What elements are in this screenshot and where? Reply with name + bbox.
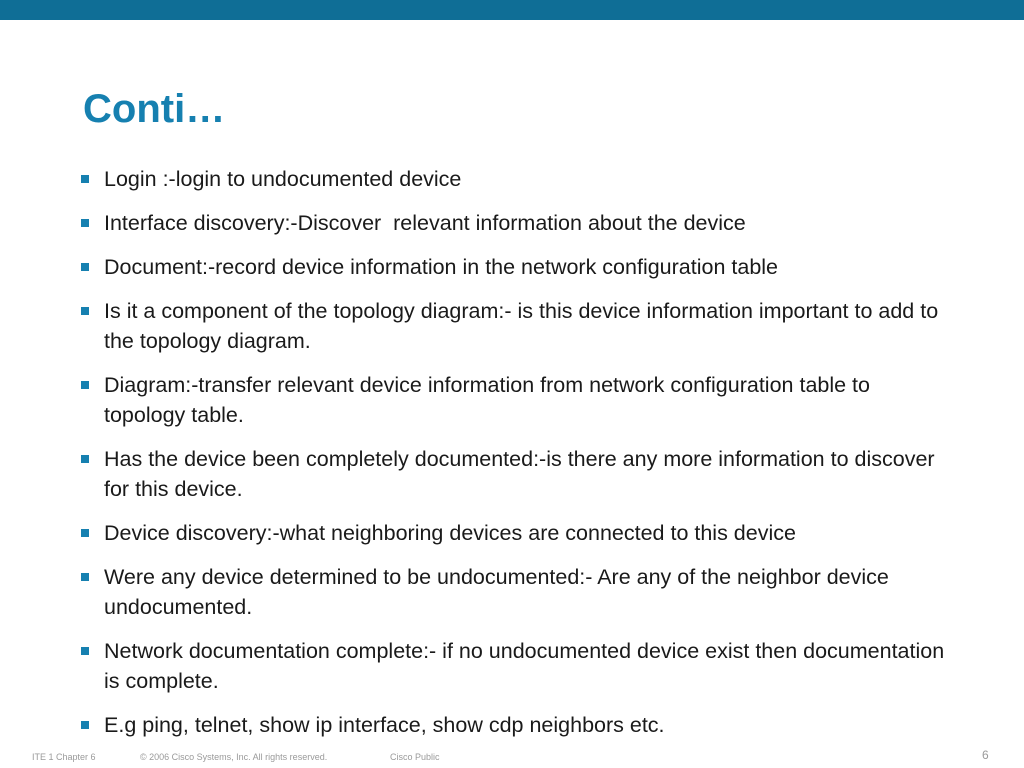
bullet-item: [76, 370, 956, 430]
bullet-text: Diagram:-transfer relevant device information from network configuration table to topology table.: [104, 373, 876, 427]
bullet-text: Document:-record device information in the network configuration table: [104, 255, 779, 279]
slide-footer: [0, 748, 1024, 766]
bullet-item: [76, 444, 956, 504]
footer-chapter: ITE 1 Chapter 6: [32, 752, 96, 762]
page-number: 6: [982, 748, 989, 762]
bullet-text: Login :-login to undocumented device: [104, 167, 462, 191]
bullet-text: Network documentation complete:- if no undocumented device exist then documentation is complete.: [104, 639, 951, 693]
square-bullet-icon: [81, 307, 89, 315]
bullet-item: [76, 296, 956, 356]
bullet-text: Interface discovery:-Discover relevant information about the device: [104, 211, 746, 235]
square-bullet-icon: [81, 529, 89, 537]
bullet-text: E.g ping, telnet, show ip interface, show cdp neighbors etc.: [104, 713, 665, 737]
bullet-item: [76, 252, 956, 282]
square-bullet-icon: [81, 175, 89, 183]
footer-classification: Cisco Public: [390, 752, 440, 762]
bullet-text: Device discovery:-what neighboring devices are connected to this device: [104, 521, 796, 545]
bullet-item: [76, 710, 956, 740]
square-bullet-icon: [81, 219, 89, 227]
bullet-text: Is it a component of the topology diagram:- is this device information important to add to the topology diagram.: [104, 299, 945, 353]
top-banner: [0, 0, 1024, 20]
square-bullet-icon: [81, 721, 89, 729]
square-bullet-icon: [81, 263, 89, 271]
square-bullet-icon: [81, 647, 89, 655]
bullet-text: Has the device been completely documented:-is there any more information to discover for this device.: [104, 447, 941, 501]
square-bullet-icon: [81, 381, 89, 389]
bullet-text: Were any device determined to be undocumented:- Are any of the neighbor device undocumented.: [104, 565, 895, 619]
bullet-item: [76, 208, 956, 238]
bullet-item: [76, 562, 956, 622]
slide-title: Conti…: [83, 87, 226, 131]
bullet-item: [76, 518, 956, 548]
square-bullet-icon: [81, 573, 89, 581]
square-bullet-icon: [81, 455, 89, 463]
footer-copyright: © 2006 Cisco Systems, Inc. All rights reserved.: [140, 752, 328, 762]
bullet-item: [76, 164, 956, 194]
bullet-item: [76, 636, 956, 696]
bullet-list: [76, 164, 956, 754]
